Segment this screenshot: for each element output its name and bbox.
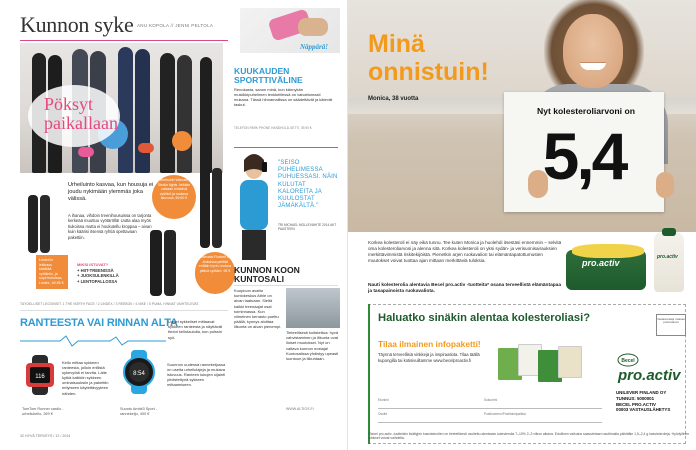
feature-caption: TÄYDELLISET LEGGINSIT. 1 THE NORTH FACE / 2 LINDEX / 3 REEBOK / 4 NIKE / 5 PUMA. HINNAT VAIHTELEVAT. (20, 302, 200, 306)
right-page (348, 0, 696, 450)
tips-heading: MIKSI ISTUVAT? (77, 262, 109, 267)
section-title: Kunnon syke (20, 12, 134, 37)
watch1-caption: TomTom Runner cardio -urheilukello, 269 € (22, 407, 64, 416)
tip-item: + LENTOPALLOSSA (77, 278, 118, 284)
tip-item: + HIIT-TREENISSÄ (77, 267, 114, 273)
feature-intro: Urheiluinto kasvaa, kun housuja ei joudu nykimään ylemmäs joka välissä. (68, 182, 154, 203)
hand-right (656, 172, 674, 198)
sign-value: 5,4 (542, 119, 626, 193)
tip-item: + JUOKSULENKILLÄ (77, 273, 119, 279)
coupon-subtitle: Tilaa ilmainen infopaketti! (378, 339, 481, 349)
address-line: BECEL PRO.ACTIV (616, 401, 656, 407)
form-row-address[interactable] (378, 411, 602, 423)
testimonial-person: Monica, 38 vuotta (368, 96, 419, 102)
legging-product-2 (150, 230, 162, 296)
ad-headline (368, 30, 489, 86)
gym-column-2: Tieteellisesti todistettua: hyvä vahvistaminen ja liikunta ovat iloiset muutokset. Nyt on valtava kunnon nostaja! Kuntosalissa yhdistyy upeasti luontoon ja liikuntaan. (286, 330, 339, 362)
sport-gadget-title: KUUKAUDEN SPORTTIVÄLINE (234, 66, 303, 85)
ad-headline-line-1: Minä (368, 30, 425, 58)
legging-product-1 (28, 195, 38, 253)
svg-text:116: 116 (35, 374, 45, 380)
becel-proactiv-logo (616, 352, 686, 386)
margarine-lid (572, 244, 644, 258)
suunto-watch-image (120, 350, 158, 394)
tips-box (77, 262, 139, 284)
watch2-caption: Suunto Ambit3 Sport -ranneketju, 400 € (120, 407, 158, 416)
infopack-booklets-image (498, 344, 588, 384)
wrist-section-title: RANTEESTA VAI RINNAN ALTA (20, 317, 178, 329)
sport-gadget-body: Renokasta, sanon minä, kun kännykän musiikkipuhelimen lenkkeillessä on vaivattomasti mukana. Tässä hihnamallissa on säädettävät ja kätevät taskut. (234, 87, 333, 107)
header-rule (20, 40, 228, 41)
address-label: Osoite (378, 412, 388, 416)
woman-smile (580, 62, 606, 70)
gym-column-1: Kuopioon avattu kuntokeskus Athle on aivan laatuaan. Sieltä kaikki treenaajat osat toiminnassa. Kun viimeinen kerrasto puettu päällä, kynnys aloittaa liikunta on aivan pienempi. (234, 288, 282, 330)
ad-footnote: *Becel pro.activ -tuotteisiin lisättyjen kasvisterolien on tieteellisesti osoitettu alentavan kolesterolia 7–10% 2–3 viikon aikana. Edullinen vaikutus saavutetaan nauttimalla päivittäin 1,5–2,4 g kasvisteroleja. Hyödyllinen tulokset voivat vaihdella. (368, 432, 690, 441)
section-authors: ANU KOPOLA // JENNI PELTOLA (137, 23, 214, 28)
watch2-description: Suunnon uudessa ranneketjussa on useita urheilulajeja ja mukava istuvuus. Ranteen lukujen sijainti yhdistettynä sykkeen mittaamiseen. (167, 362, 226, 388)
gym-url: WWW.ALTIOS.FI (286, 407, 314, 411)
ad-body-text: Korkea kolesteroli ei näy eikä tunnu. Tee kuten Monica ja huolehdi itsestäsi ennemmin – selvitä oma kolesteroliarvosi ja alenna sitä. Korkea kolesteroli on yksi sydän- ja verisuonisairauksien merkittävimmistä riskitekijöistä. Pienetkin arjen ruokavalion tai elämäntapatottumusten muutokset voivat tuottaa ajan mittaan merkittäviä tuloksia. (368, 240, 562, 263)
gym-title: KUNNON KOON KUNTOSALI (234, 265, 300, 285)
legging-product-3b (212, 168, 222, 248)
address-line: UNILEVER FINLAND OY (616, 390, 667, 395)
bottle-brand-label: pro.activ (657, 254, 678, 260)
legging-product-3 (200, 168, 210, 248)
tomtom-watch-image (22, 355, 58, 395)
legging-product-2b (164, 230, 176, 296)
logo-becel-text: Becel (621, 358, 635, 364)
wrist-section-intro: Uudet sykkeliset mittaavat sykkeen ranteesta ja näyttävät tiedot kellotaululla, kun pulssin syö. (168, 319, 223, 340)
headline-line-2: paikallaan (44, 113, 118, 133)
feature-body: A ihanaa, vihdoin treenihousuissa on tarjonta kerkeää muuttuu vyötäröllä! Uutta alaa myös tiukoissa mutta ei houkutellu kroppaa – aivan kuin käärisi itsensä ryhtiä opettavaan pakettiin. (68, 213, 152, 240)
sport-gadget-caption: TELEFON PARK PHONE HANDHOLD-SETTI, 39,90 €. (234, 126, 313, 130)
postal-label: Postinumero/Postitoimipaikka (484, 412, 526, 416)
pull-quote: "SEISO PUHELIMESSA PUHUESSASI. NÄIN KULUTAT KALOREITA JA KUULOSTAT JÄMÄKÄLTÄ." (278, 160, 338, 210)
watch1-description: Kello mittaa sykkeen ranteesta, jolloin erillistä sykevyötä ei tarvita. Laite kytkä kaikkiin sykkeen ominaisuuksiin ja pakettiin erityiseen käytettävyyteen nähden. (62, 360, 109, 396)
tub-brand-label: pro.activ (582, 258, 620, 268)
form-row-name[interactable] (378, 397, 602, 409)
woman-face (563, 14, 623, 88)
last-name-label: Sukunimi (484, 398, 498, 402)
bottle-cap (662, 228, 676, 236)
section-divider (20, 310, 228, 311)
ad-headline-line-2: onnistuin! (368, 58, 489, 86)
postage-box: Vastaanottaja maksaa postimaksun (656, 314, 686, 336)
legging-product-1b (40, 195, 50, 253)
first-name-label: Etunimi (378, 398, 389, 402)
logo-proactiv-text: pro.activ (618, 367, 681, 384)
product-note-right: Polvivatsi Rockelt Liz -tiukoissa peittää erittäin hyvin, korkea pitävä vyötärö, 95 € (195, 252, 235, 294)
product-note-left: Lindex'in leikkaus käsittää vyötärön, ja sopii tiukoissa, Lindex, 49,95 € (36, 255, 68, 289)
sign-label: Nyt kolesteroliarvoni on (537, 106, 635, 116)
ad-body-emphasis: Nauti kolesterolia alentavia Becel pro.activ -tuotteita* osana terveellistä elämäntapaa ja tasapainoista ruokavaliota. (368, 283, 562, 294)
becel-products-image (566, 232, 694, 296)
coupon-title: Haluatko sinäkin alentaa kolesteroliasi? (378, 312, 591, 324)
address-line: TUNNUS: 5000001 (616, 395, 655, 401)
drink-bottle (654, 232, 684, 292)
coupon-accent-bar (368, 304, 370, 444)
sidebar-divider (234, 147, 338, 148)
nappara-label: Näppärä! (300, 43, 329, 51)
pulse-line-graphic (20, 335, 166, 347)
page-footer: 32 HYVÄ TERVEYS / 12 / 2014 (20, 434, 71, 438)
gym-divider (234, 285, 338, 286)
address-line: 00003 VASTAUSLÄHETYS (616, 407, 671, 413)
reply-address (616, 390, 696, 413)
product-note-top: Reebokin Wanush Studio tights -leikkiin vatsaan kiristävä vyötärö ja mukava istuvuus, 59,90 € (152, 175, 196, 219)
headline-line-1: Pöksyt (44, 94, 94, 114)
coupon-body: Täynnä terveellisiä vinkkejä ja inspiraatiota. Tilaa täällä kupongilla tai kotisivuiltamme www.becelproactiv.fi (378, 352, 480, 363)
svg-text:8:54: 8:54 (133, 371, 145, 377)
pull-quote-author: TRI MICHAEL MOLLEVÄHITE 2014 AKT PAASTEEN (278, 223, 337, 232)
woman-on-phone-photo (234, 152, 274, 260)
gym-photo (286, 288, 340, 328)
feature-headline (44, 95, 118, 133)
